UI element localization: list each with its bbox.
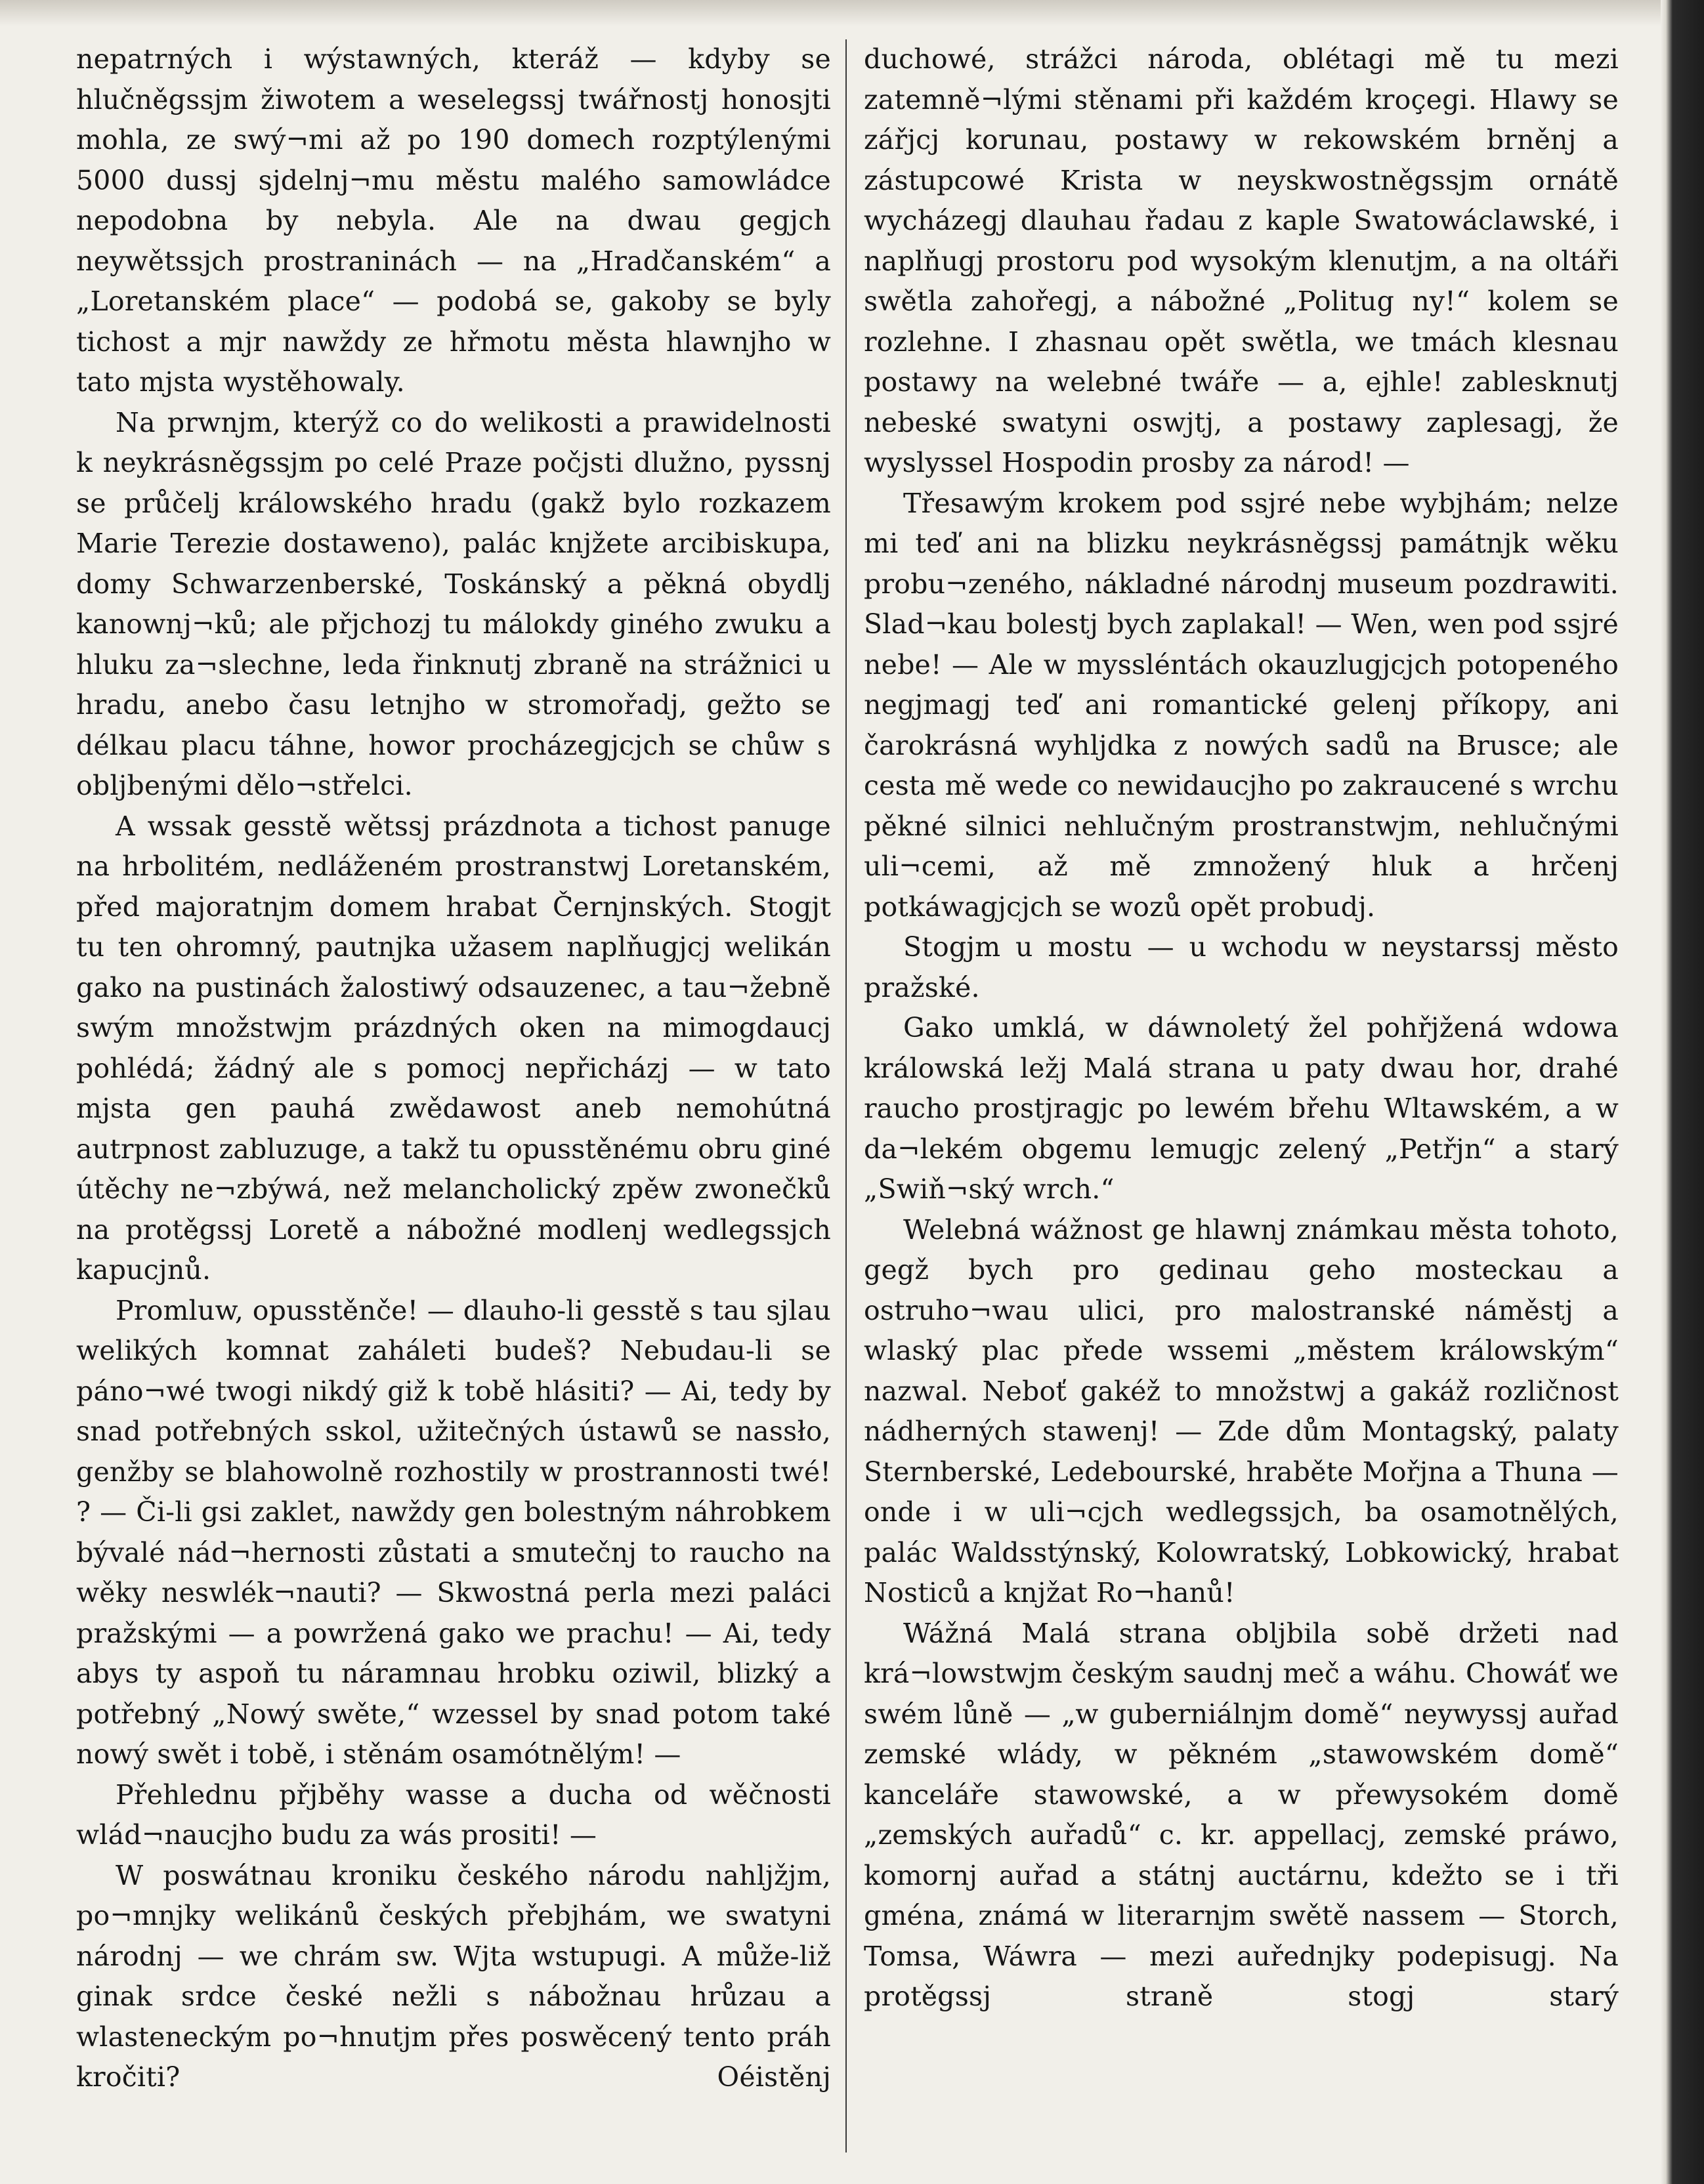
left-column bbox=[76, 39, 831, 2166]
paragraph: A wssak gesstě wětssj prázdnota a tichost panuge na hrbolitém, nedláženém prostranstwj Loretanském, před majoratnjm domem hrabat Černjnských. Stogjt tu ten ohromný, pautnjka užasem naplňugjcj welikán gako na pustinách žalostiwý odsauzenec, a tau¬žebně swým množstwjm prázdných oken na mimogdaucj pohlédá; žádný ale s pomocj nepřicházj — w tato mjsta gen pauhá zwědawost aneb nemohútná autrpnost zabluzuge, a takž tu opusstěnému obru giné útěchy ne¬zbýwá, než melancholický zpěw zwonečků na protěgssj Loretě a nábožné modlenj wedlegssjch kapucjnů. bbox=[76, 810, 831, 1286]
paragraph: Přehlednu přjběhy wasse a ducha od wěčnosti wlád¬naucjho budu za wás prositi! — bbox=[76, 1778, 831, 1851]
scan-border-top bbox=[0, 0, 1704, 26]
right-column bbox=[864, 39, 1619, 2166]
paragraph: Na prwnjm, kterýž co do welikosti a prawidelnosti k neykrásněgssjm po celé Praze počjsti dlužno, pyssnj se průčelj králowského hradu (gakž bylo rozkazem Marie Terezie dostaweno), palác knjžete arcibiskupa, domy Schwarzenberské, Toskánský a pěkná obydlj kanownj¬ků; ale přjchozj tu málokdy giného zwuku a hluku za¬slechne, leda řinknutj zbraně na strážnici u hradu, anebo času letnjho w stromořadj, gežto se délkau placu táhne, howor procházegjcjch se chůw s obljbenými dělo¬střelci. bbox=[76, 406, 831, 801]
paragraph: Třesawým krokem pod ssjré nebe wybjhám; nelze mi teď ani na blizku neykrásněgssj památnjk wěku probu¬zeného, nákladné národnj museum pozdrawiti. Slad¬kau bolestj bych zaplakal! — Wen, wen pod ssjré nebe! — Ale w myssléntách okauzlugjcjch potopeného negjmagj teď ani romantické gelenj příkopy, ani čarokrásná wyhljdka z nowých sadů na Brusce; ale cesta mě wede co newidaucjho po zakraucené s wrchu pěkné silnici nehlučným prostranstwjm, nehlučnými uli¬cemi, až mě zmnožený hluk a hrčenj potkáwagjcjch se wozů opět probudj. bbox=[864, 487, 1619, 923]
paragraph: Promluw, opusstěnče! — dlauho-li gesstě s tau sjlau welikých komnat zaháleti budeš? Nebudau-li se páno¬wé twogi nikdý giž k tobě hlásiti? — Ai, tedy by snad potřebných sskol, užitečných ústawů se nassło, genžby se blahowolně rozhostily w prostrannosti twé! ? — Či-li gsi zaklet, nawždy gen bolestným náhrobkem bývalé nád¬hernosti zůstati a smutečnj to raucho na wěky neswlék¬nauti? — Skwostná perla mezi paláci pražskými — a powržená gako we prachu! — Ai, tedy abys ty aspoň tu náramnau hrobku oziwil, blizký a potřebný „Nowý swěte,“ wzessel by snad potom také nowý swět i tobě, i stěnám osamótnělým! — bbox=[76, 1294, 831, 1770]
paragraph: Welebná wážnost ge hlawnj známkau města tohoto, gegž bych pro gedinau geho mosteckau a ostruho¬wau ulici, pro malostranské náměstj a wlaský plac předе wssemi „městem králowským“ nazwal. Neboť gakéž to množstwj a gakáž rozličnost nádherných stawenj! — Zde dům Montagský, palaty Sternberské, Ledebourské, hraběte Mořjna a Thuna — onde i w uli¬cjch wedlegssjch, ba osamotnělých, palác Waldsstýnský, Kolowratský, Lobkowický, hrabat Nosticů a knjžat Ro¬hanů! bbox=[864, 1213, 1619, 1608]
paragraph: W poswátnau kroniku českého národu nahljžjm, po¬mnjky welikánů českých přebjhám, we swatyni národnj — we chrám sw. Wjta wstupugi. A může-liž ginak srdce české nežli s nábožnau hrůzau a wlasteneckým po¬hnutjm přes poswěcený tento práh kročiti? Oéistěnj bbox=[76, 1859, 831, 2093]
paragraph: nepatrných i wýstawných, kteráž — kdyby se hlučněgssjm žiwotem a weselegssj twářnostj honosjti mohla, ze swý¬mi až po 190 domech rozptýlenými 5000 dussj sjdelnj¬mu městu malého samowládce nepodobna by nebyla. Ale na dwau gegjch neywětssjch prostraninách — na „Hradčanském“ a „Loretanském place“ — podobá se, gakoby se byly tichost a mjr nawždy ze hřmotu města hlawnjho w tato mjsta wystěhowaly. bbox=[76, 43, 831, 398]
paragraph: Gako umklá, w dáwnoletý žel pohřjžená wdowa králowská ležj Malá strana u paty dwau hor, drahé raucho prostjragjc po lewém břehu Wltawském, a w da¬lekém obgemu lemugjc zelený „Petřjn“ a starý „Swiň¬ský wrch.“ bbox=[864, 1012, 1619, 1205]
page-edge-shadow bbox=[1661, 0, 1704, 2184]
paragraph: duchowé, strážci národa, oblétagi mě tu mezi zatemně¬lými stěnami při každém kroçegi. Hlawy se zářjcj korunau, postawy w rekowském brněnj a zástupcowé Krista w neyskwostněgssjm ornátě wycházegj dlauhau řadau z kaple Swatowáclawské, i naplňugj prostoru pod wysokým klenutjm, a na oltáři swětla zahořegj, a nábožné „Politug ny!“ kolem se rozlehne. I zhasnau opět swětla, we tmách klesnau postawy na welebné twáře — a, ejhle! zablesknutj nebeské swatyni oswjtj, a postawy zaplesagj, že wyslyssel Hospodin prosby za národ! — bbox=[864, 43, 1619, 478]
paragraph: Stogjm u mostu — u wchodu w neystarssj město pražské. bbox=[864, 931, 1619, 1003]
document-page bbox=[76, 39, 1632, 2166]
column-divider bbox=[845, 39, 847, 2152]
paragraph: Wážná Malá strana oblјbila sobě držeti nad krá¬lowstwjm českým saudnj meč a wáhu. Chowáť we swém lůně — „w guberniálnjm domě“ neywyssj auřad zemské wlády, w pěkném „stawowském domě“ kanceláře stawowské, a w přewysokém domě „zemských auřadů“ c. kr. appellacj, zemské práwo, komornj auřad a státnj auctárnu, kdežto se i tři gména, známá w literarnjm swětě nassem — Storch, Tomsa, Wáwra — mezi auřednjky podepisugj. Na protěgssj straně stogj starý bbox=[864, 1617, 1619, 2012]
